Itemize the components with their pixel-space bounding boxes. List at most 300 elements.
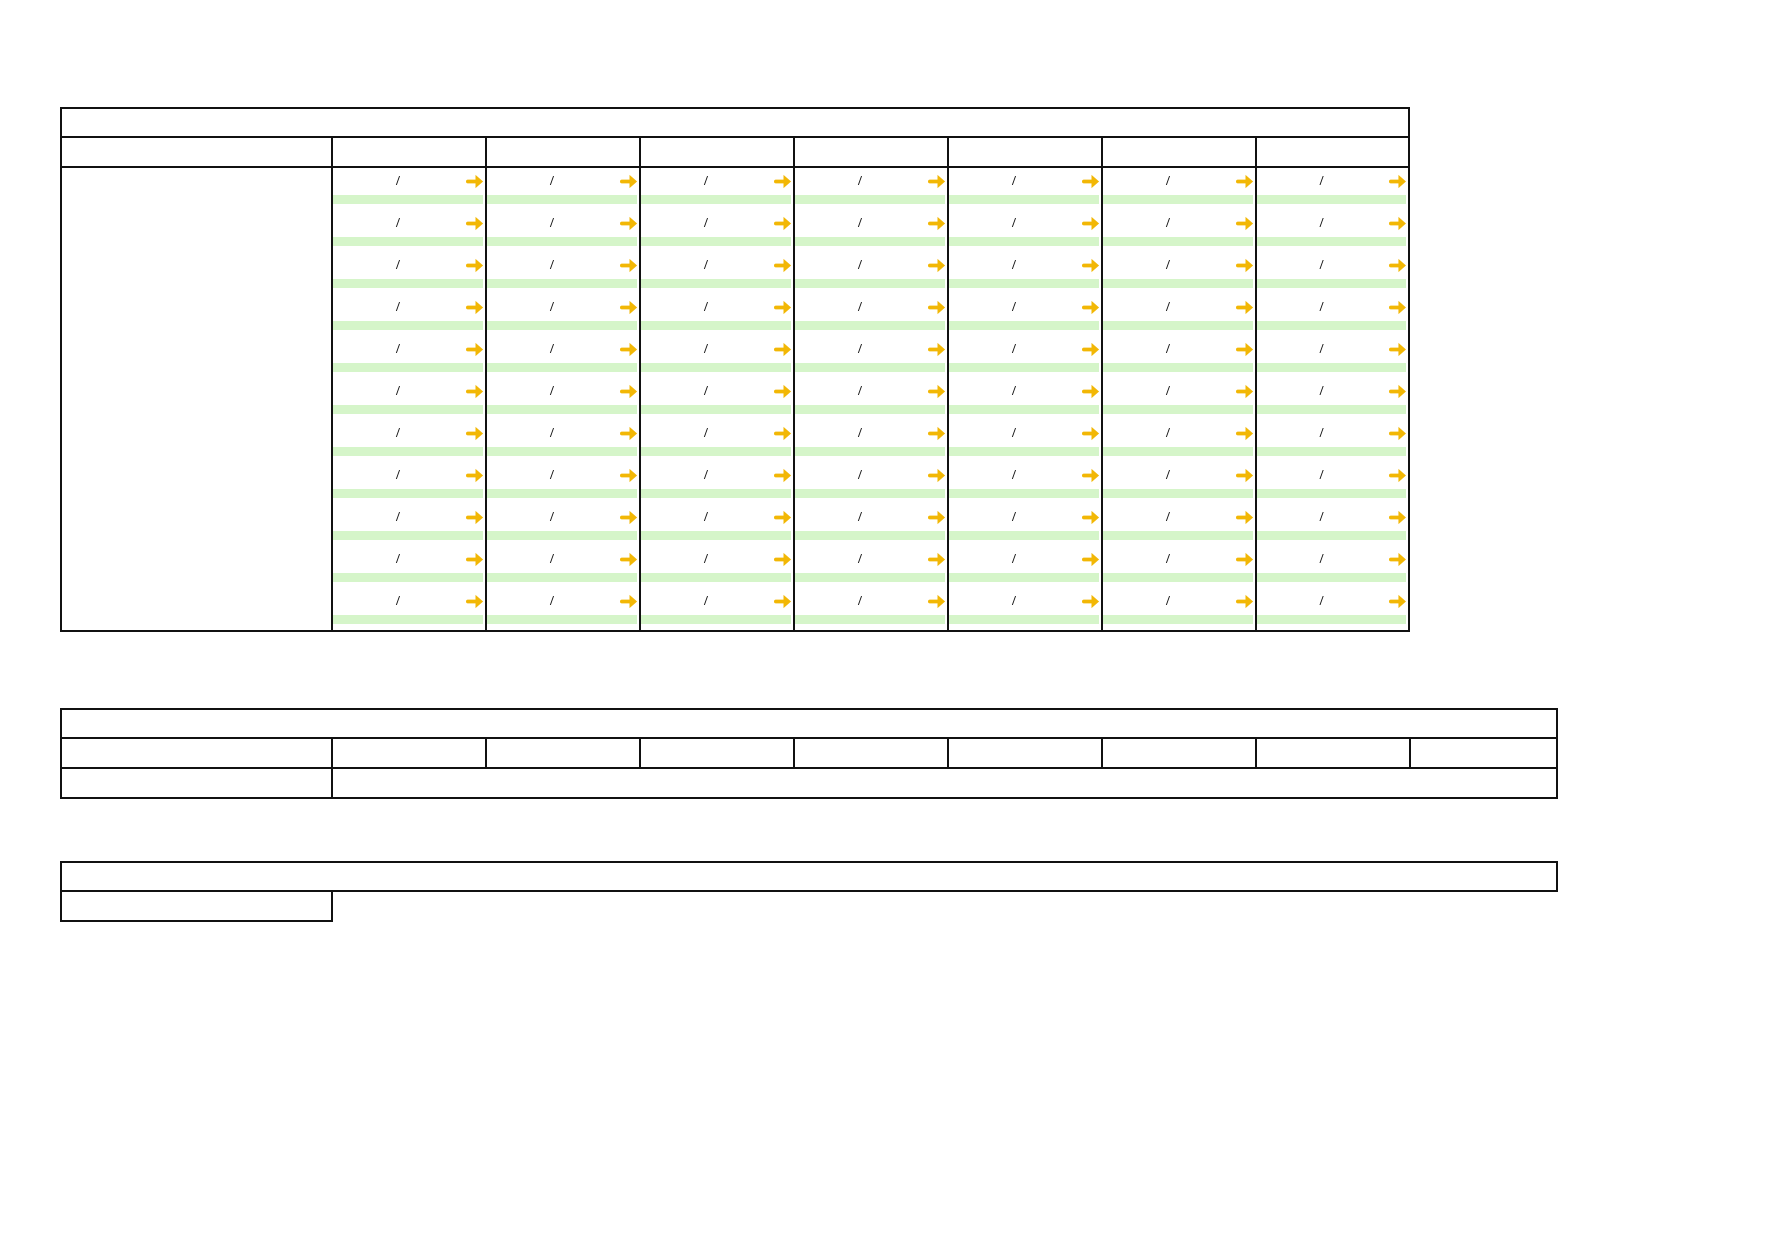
row-stripe xyxy=(1257,321,1406,330)
price-cell xyxy=(486,210,640,252)
separator: / xyxy=(396,341,400,357)
species-name xyxy=(61,252,332,294)
price-cell xyxy=(1256,336,1409,378)
row-stripe xyxy=(949,615,1099,624)
arrow-right-icon xyxy=(466,508,485,527)
row-stripe xyxy=(949,237,1099,246)
arrow-right-icon xyxy=(1082,172,1101,191)
arrow-right-icon xyxy=(620,298,639,317)
arrow-right-icon xyxy=(1157,609,1175,627)
price-cell xyxy=(948,167,1102,210)
row-stripe xyxy=(1103,447,1253,456)
separator: / xyxy=(1319,467,1324,483)
column-header xyxy=(640,738,794,768)
row-stripe xyxy=(1257,237,1406,246)
letterzetter-label xyxy=(61,768,332,798)
separator: / xyxy=(704,341,708,357)
separator: / xyxy=(1166,173,1170,189)
row-stripe xyxy=(333,405,483,414)
row-stripe xyxy=(1257,447,1406,456)
separator: / xyxy=(1012,509,1016,525)
column-header xyxy=(1256,738,1410,768)
arrow-right-icon xyxy=(1389,214,1408,233)
column-header xyxy=(486,738,640,768)
row-stripe xyxy=(949,531,1099,540)
price-cell xyxy=(332,546,486,588)
arrow-right-icon xyxy=(1389,592,1408,611)
table-title xyxy=(61,862,1557,891)
species-name xyxy=(61,588,332,631)
row-stripe xyxy=(1103,531,1253,540)
arrow-right-icon xyxy=(620,256,639,275)
row-stripe xyxy=(487,447,637,456)
price-cell xyxy=(794,504,948,546)
price-cell xyxy=(1256,294,1409,336)
arrow-right-icon xyxy=(1236,214,1255,233)
arrow-right-icon xyxy=(620,382,639,401)
letterzetter-value xyxy=(332,768,1557,798)
separator: / xyxy=(1012,341,1016,357)
row-stripe xyxy=(641,321,791,330)
price-cell xyxy=(486,294,640,336)
row-stripe xyxy=(795,489,945,498)
arrow-right-icon xyxy=(1082,550,1101,569)
separator: / xyxy=(858,467,862,483)
separator: / xyxy=(1166,425,1170,441)
arrow-right-icon xyxy=(620,466,639,485)
separator: / xyxy=(1012,257,1016,273)
price-cell xyxy=(794,420,948,462)
price-cell xyxy=(486,420,640,462)
arrow-right-icon xyxy=(1236,466,1255,485)
price-cell xyxy=(1256,588,1409,631)
arrow-right-icon xyxy=(466,172,485,191)
separator: / xyxy=(858,341,862,357)
arrow-right-icon xyxy=(774,298,793,317)
separator: / xyxy=(1166,593,1170,609)
separator: / xyxy=(1319,341,1324,357)
separator: / xyxy=(1166,551,1170,567)
table-row xyxy=(61,420,1409,462)
separator: / xyxy=(550,593,554,609)
arrow-right-icon xyxy=(1236,424,1255,443)
separator: / xyxy=(1012,383,1016,399)
price-cell xyxy=(332,420,486,462)
row-stripe xyxy=(1103,321,1253,330)
separator: / xyxy=(550,467,554,483)
price-cell xyxy=(332,504,486,546)
row-stripe xyxy=(1103,405,1253,414)
price-cell xyxy=(640,294,794,336)
species-name xyxy=(61,378,332,420)
price-cell xyxy=(1256,462,1409,504)
price-cell xyxy=(948,462,1102,504)
separator: / xyxy=(550,425,554,441)
separator: / xyxy=(1166,341,1170,357)
arrow-right-icon xyxy=(1082,214,1101,233)
column-header xyxy=(486,137,640,167)
separator: / xyxy=(858,299,862,315)
price-cell xyxy=(1102,462,1256,504)
separator: / xyxy=(1012,299,1016,315)
separator: / xyxy=(858,551,862,567)
arrow-right-icon xyxy=(1236,382,1255,401)
row-stripe xyxy=(641,615,791,624)
price-cell xyxy=(640,167,794,210)
arrow-right-icon xyxy=(1236,172,1255,191)
price-cell xyxy=(948,378,1102,420)
arrow-right-icon xyxy=(928,298,947,317)
row-stripe xyxy=(949,489,1099,498)
price-cell xyxy=(1256,167,1409,210)
arrow-right-icon xyxy=(1082,592,1101,611)
separator: / xyxy=(396,215,400,231)
separator: / xyxy=(550,509,554,525)
separator: / xyxy=(1319,425,1324,441)
table-row xyxy=(61,294,1409,336)
row-stripe xyxy=(641,573,791,582)
price-cell xyxy=(332,462,486,504)
arrow-right-icon xyxy=(1082,298,1101,317)
arrow-right-icon xyxy=(928,382,947,401)
arrow-right-icon xyxy=(928,550,947,569)
price-cell xyxy=(486,588,640,631)
arrow-right-icon xyxy=(1389,508,1408,527)
price-cell xyxy=(486,167,640,210)
arrow-right-icon xyxy=(466,424,485,443)
separator: / xyxy=(1319,551,1324,567)
price-cell xyxy=(1256,504,1409,546)
column-header xyxy=(332,137,486,167)
separator: / xyxy=(858,173,862,189)
price-cell xyxy=(640,420,794,462)
separator: / xyxy=(1012,173,1016,189)
price-cell xyxy=(948,252,1102,294)
row-stripe xyxy=(333,615,483,624)
table-row xyxy=(61,546,1409,588)
separator: / xyxy=(858,383,862,399)
row-stripe xyxy=(795,279,945,288)
price-cell xyxy=(640,462,794,504)
row-stripe xyxy=(333,237,483,246)
separator: / xyxy=(396,383,400,399)
row-stripe xyxy=(487,195,637,204)
arrow-right-icon xyxy=(774,629,792,647)
price-cell xyxy=(486,336,640,378)
arrow-right-icon xyxy=(1082,256,1101,275)
price-cell xyxy=(1102,420,1256,462)
column-header xyxy=(948,738,1102,768)
separator: / xyxy=(704,593,708,609)
price-cell xyxy=(640,546,794,588)
column-header xyxy=(948,137,1102,167)
arrow-right-icon xyxy=(928,340,947,359)
price-cell xyxy=(486,462,640,504)
arrow-right-icon xyxy=(466,214,485,233)
row-stripe xyxy=(641,279,791,288)
separator: / xyxy=(1319,593,1324,609)
arrow-right-icon xyxy=(620,214,639,233)
row-stripe xyxy=(1257,531,1406,540)
price-cell xyxy=(1102,294,1256,336)
row-stripe xyxy=(333,573,483,582)
price-cell xyxy=(794,546,948,588)
arrow-right-icon xyxy=(620,550,639,569)
row-stripe xyxy=(487,615,637,624)
arrow-right-icon xyxy=(1389,382,1408,401)
table-row xyxy=(61,504,1409,546)
separator: / xyxy=(1319,299,1324,315)
table-row xyxy=(61,462,1409,504)
price-cell xyxy=(1256,210,1409,252)
separator: / xyxy=(1166,257,1170,273)
separator: / xyxy=(396,593,400,609)
price-cell xyxy=(794,588,948,631)
row-stripe xyxy=(1103,279,1253,288)
separator: / xyxy=(704,257,708,273)
separator: / xyxy=(1319,383,1324,399)
separator: / xyxy=(858,215,862,231)
price-cell xyxy=(948,210,1102,252)
row-stripe xyxy=(333,363,483,372)
arrow-right-icon xyxy=(928,508,947,527)
column-header xyxy=(332,738,486,768)
arrow-right-icon xyxy=(1236,550,1255,569)
row-stripe xyxy=(1103,489,1253,498)
arrow-right-icon xyxy=(1236,256,1255,275)
row-stripe xyxy=(949,573,1099,582)
arrow-right-icon xyxy=(697,648,715,666)
price-cell xyxy=(1102,546,1256,588)
arrow-right-icon xyxy=(620,172,639,191)
arrow-right-icon xyxy=(774,172,793,191)
arrow-right-icon xyxy=(1389,298,1408,317)
row-stripe xyxy=(641,363,791,372)
separator: / xyxy=(1012,215,1016,231)
row-stripe xyxy=(641,195,791,204)
table-title xyxy=(61,108,1409,137)
price-cell xyxy=(1102,210,1256,252)
arrow-right-icon xyxy=(774,256,793,275)
separator: / xyxy=(1166,215,1170,231)
column-header-label xyxy=(61,137,332,167)
price-cell xyxy=(1102,588,1256,631)
separator: / xyxy=(396,299,400,315)
price-cell xyxy=(332,378,486,420)
species-name xyxy=(61,336,332,378)
separator: / xyxy=(1012,425,1016,441)
separator: / xyxy=(550,299,554,315)
arrow-right-icon xyxy=(1082,382,1101,401)
arrow-right-icon xyxy=(774,550,793,569)
row-stripe xyxy=(795,615,945,624)
row-stripe xyxy=(949,321,1099,330)
separator: / xyxy=(858,509,862,525)
row-stripe xyxy=(1257,195,1406,204)
table-title xyxy=(61,709,1557,738)
species-name xyxy=(61,504,332,546)
loofboomsoorten-table xyxy=(60,107,1410,632)
row-stripe xyxy=(1257,363,1406,372)
separator: / xyxy=(704,467,708,483)
row-stripe xyxy=(641,405,791,414)
arrow-right-icon xyxy=(620,340,639,359)
row-stripe xyxy=(949,195,1099,204)
separator: / xyxy=(396,509,400,525)
column-header xyxy=(1102,738,1256,768)
arrow-right-icon xyxy=(1236,340,1255,359)
arrow-right-icon xyxy=(1389,550,1408,569)
column-header xyxy=(794,137,948,167)
arrow-right-icon xyxy=(466,340,485,359)
species-name xyxy=(61,420,332,462)
arrow-right-icon xyxy=(1389,424,1408,443)
price-cell xyxy=(1102,336,1256,378)
row-stripe xyxy=(795,531,945,540)
separator: / xyxy=(1166,299,1170,315)
price-cell xyxy=(948,336,1102,378)
price-cell xyxy=(794,378,948,420)
row-stripe xyxy=(1257,573,1406,582)
separator: / xyxy=(1012,467,1016,483)
arrow-right-icon xyxy=(774,340,793,359)
price-cell xyxy=(794,294,948,336)
price-cell xyxy=(332,336,486,378)
price-cell xyxy=(1256,420,1409,462)
price-cell xyxy=(486,546,640,588)
row-stripe xyxy=(641,531,791,540)
arrow-right-icon xyxy=(620,508,639,527)
separator: / xyxy=(704,383,708,399)
row-stripe xyxy=(487,531,637,540)
separator: / xyxy=(1319,173,1324,189)
price-cell xyxy=(332,294,486,336)
row-stripe xyxy=(333,489,483,498)
row-stripe xyxy=(949,405,1099,414)
arrow-right-icon xyxy=(466,550,485,569)
row-stripe xyxy=(1257,489,1406,498)
arrow-right-icon xyxy=(1082,466,1101,485)
arrow-right-icon xyxy=(1389,466,1408,485)
row-stripe xyxy=(949,447,1099,456)
separator: / xyxy=(704,551,708,567)
price-cell xyxy=(1102,167,1256,210)
price-cell xyxy=(948,294,1102,336)
separator: / xyxy=(704,215,708,231)
species-name xyxy=(61,210,332,252)
arrow-right-icon xyxy=(620,592,639,611)
separator: / xyxy=(396,173,400,189)
price-cell xyxy=(486,504,640,546)
andere-naaldboomsoorten-table xyxy=(60,861,1558,922)
fijnspar-table xyxy=(60,708,1558,799)
row-stripe xyxy=(487,573,637,582)
arrow-right-icon xyxy=(466,592,485,611)
row-stripe xyxy=(641,489,791,498)
price-cell xyxy=(1256,378,1409,420)
separator: / xyxy=(396,425,400,441)
species-name xyxy=(61,546,332,588)
arrow-right-icon xyxy=(1082,340,1101,359)
price-cell xyxy=(486,252,640,294)
price-cell xyxy=(948,504,1102,546)
table-row xyxy=(61,378,1409,420)
price-cell xyxy=(1102,504,1256,546)
separator: / xyxy=(704,299,708,315)
arrow-right-icon xyxy=(1082,508,1101,527)
separator: / xyxy=(396,467,400,483)
row-stripe xyxy=(795,321,945,330)
table-row xyxy=(61,252,1409,294)
row-stripe xyxy=(1103,195,1253,204)
row-stripe xyxy=(949,279,1099,288)
arrow-right-icon xyxy=(774,424,793,443)
row-stripe xyxy=(487,363,637,372)
arrow-right-icon xyxy=(466,382,485,401)
table-row xyxy=(61,210,1409,252)
separator: / xyxy=(1319,215,1324,231)
row-stripe xyxy=(795,573,945,582)
row-stripe xyxy=(641,447,791,456)
price-cell xyxy=(794,336,948,378)
price-cell xyxy=(794,252,948,294)
price-cell xyxy=(948,420,1102,462)
row-stripe xyxy=(1103,237,1253,246)
column-header xyxy=(794,738,948,768)
price-cell xyxy=(948,588,1102,631)
separator: / xyxy=(550,383,554,399)
arrow-right-icon xyxy=(928,172,947,191)
arrow-right-icon xyxy=(774,214,793,233)
arrow-right-icon xyxy=(1236,298,1255,317)
separator: / xyxy=(396,257,400,273)
column-header-label xyxy=(61,738,332,768)
separator: / xyxy=(550,341,554,357)
arrow-right-icon xyxy=(928,256,947,275)
arrow-right-icon xyxy=(1389,256,1408,275)
separator: / xyxy=(550,173,554,189)
species-name xyxy=(61,167,332,210)
price-cell xyxy=(640,252,794,294)
separator: / xyxy=(704,425,708,441)
arrow-right-icon xyxy=(1236,592,1255,611)
price-cell xyxy=(640,336,794,378)
arrow-right-icon xyxy=(774,592,793,611)
row-stripe xyxy=(487,489,637,498)
price-cell xyxy=(1256,546,1409,588)
row-stripe xyxy=(333,195,483,204)
separator: / xyxy=(396,551,400,567)
separator: / xyxy=(1319,257,1324,273)
arrow-right-icon xyxy=(928,466,947,485)
separator: / xyxy=(1012,551,1016,567)
row-stripe xyxy=(1103,615,1253,624)
row-stripe xyxy=(1257,405,1406,414)
price-cell xyxy=(640,378,794,420)
row-stripe xyxy=(333,447,483,456)
separator: / xyxy=(1319,509,1324,525)
row-stripe xyxy=(949,363,1099,372)
row-stripe xyxy=(487,321,637,330)
price-cell xyxy=(640,588,794,631)
species-name xyxy=(61,462,332,504)
price-cell xyxy=(486,378,640,420)
separator: / xyxy=(550,215,554,231)
row-stripe xyxy=(487,279,637,288)
price-cell xyxy=(332,252,486,294)
row-stripe xyxy=(641,237,791,246)
arrow-right-icon xyxy=(1236,508,1255,527)
